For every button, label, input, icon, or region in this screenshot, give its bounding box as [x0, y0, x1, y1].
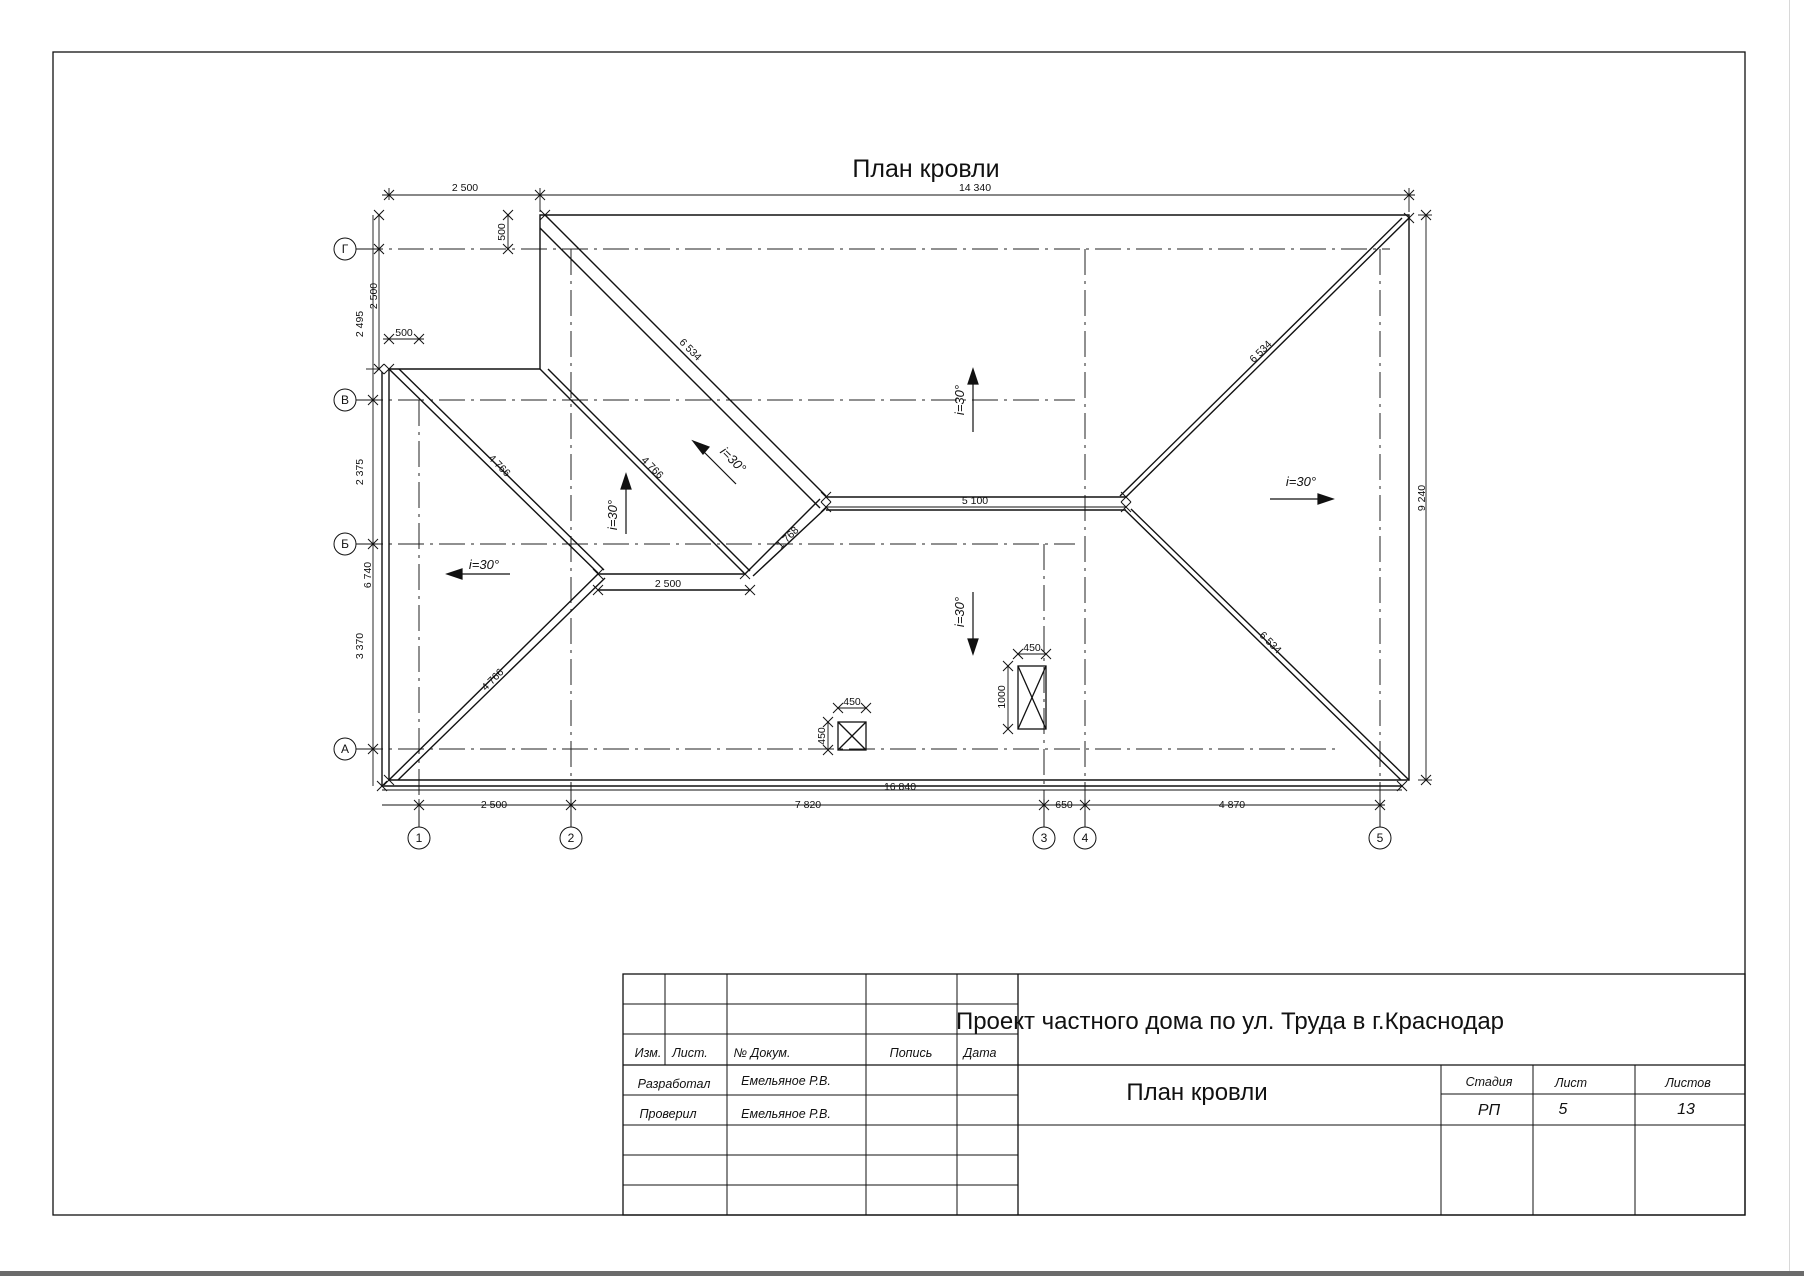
window-bottom-bar [0, 1271, 1804, 1276]
dim-left-3370: 3 370 [354, 632, 366, 660]
dim-chimney-w: 450 [843, 696, 861, 708]
len-short-valley: 1 768 [774, 524, 802, 552]
axis-label-v: В [340, 393, 350, 407]
dim-left-2375: 2 375 [354, 458, 366, 486]
dim-bottom-length: 16 840 [883, 781, 917, 793]
slope-label-valley: i=30° [605, 499, 620, 531]
dim-valley-notch: 2 500 [654, 578, 682, 590]
axis-grid [357, 249, 1390, 820]
tb-sheet-value: 5 [1558, 1101, 1568, 1118]
axis-label-2: 2 [567, 831, 575, 845]
tb-sheet-label: Лист [1554, 1076, 1588, 1090]
len-valley-1: 4 766 [485, 452, 513, 480]
tb-sheets-label: Листов [1665, 1076, 1711, 1090]
dim-overhang-500: 500 [395, 327, 413, 339]
axis-label-g: Г [341, 242, 349, 256]
tb-stage-value: РП [1477, 1102, 1501, 1119]
len-hip-br: 6 534 [1256, 629, 1284, 657]
dimension-ticks [368, 190, 1431, 810]
tb-header-list: Лист. [672, 1046, 708, 1060]
tb-checked-name: Емельяное Р.В. [741, 1107, 831, 1121]
axis-label-b: Б [341, 537, 349, 551]
tb-developed-name: Емельяное Р.В. [741, 1074, 831, 1088]
axis-label-5: 5 [1376, 831, 1384, 845]
dim-top-length: 14 340 [958, 182, 992, 194]
tb-developed-label: Разработал [637, 1077, 711, 1091]
dim-right-height: 9 240 [1416, 484, 1428, 512]
tb-header-date: Дата [963, 1046, 997, 1060]
dim-bottom-4: 4 870 [1218, 799, 1246, 811]
axis-label-1: 1 [415, 831, 423, 845]
tb-header-sign: Попись [889, 1046, 933, 1060]
dim-ridge: 5 100 [961, 495, 989, 507]
slope-labels [469, 385, 1316, 627]
hip-tl-b [540, 228, 820, 508]
dim-left-overhang: 2 500 [451, 182, 479, 194]
axis-label-3: 3 [1040, 831, 1048, 845]
slope-label-right: i=30° [1285, 474, 1317, 489]
dim-hatch-w: 450 [1023, 642, 1041, 654]
slope-arrows [447, 369, 1333, 657]
dim-left-2500: 2 500 [368, 282, 380, 310]
dim-chimney-h: 450 [816, 727, 828, 745]
roof-outline [382, 215, 1409, 786]
dim-notch-500: 500 [496, 223, 508, 241]
dim-left-2495: 2 495 [354, 310, 366, 338]
slope-label-bottom: i=30° [952, 596, 967, 628]
axis-label-4: 4 [1081, 831, 1089, 845]
dim-bottom-2: 7 820 [794, 799, 822, 811]
dim-left-total: 6 740 [362, 561, 374, 589]
dim-bottom-1: 2 500 [480, 799, 508, 811]
len-hip-bl: 4 766 [479, 666, 507, 694]
dim-bottom-3: 650 [1055, 799, 1073, 811]
hip-tl-a [545, 215, 826, 496]
slope-label-top: i=30° [952, 384, 967, 416]
dim-hatch-h: 1000 [996, 685, 1008, 709]
sheet-frame [53, 52, 1745, 1215]
len-valley-2: 4 766 [638, 454, 666, 482]
slope-label-diag: i=30° [717, 443, 750, 476]
slope-label-left: i=30° [468, 557, 500, 572]
tb-sheet-title: План кровли [1126, 1079, 1268, 1106]
roof-openings [838, 666, 1046, 750]
len-hip-tr: 6 534 [1247, 338, 1275, 366]
tb-stage-label: Стадия [1465, 1075, 1513, 1089]
axis-label-a: А [340, 742, 350, 756]
tb-project-title: Проект частного дома по ул. Труда в г.Краснодар [955, 1008, 1505, 1035]
tb-header-doc: № Докум. [733, 1046, 791, 1060]
hip-tr-a [1126, 218, 1409, 497]
tb-header-izm: Изм. [634, 1046, 662, 1060]
tb-sheets-value: 13 [1677, 1101, 1695, 1118]
axis-bubble-lines [356, 249, 1380, 827]
tb-checked-label: Проверил [639, 1107, 697, 1121]
drawing-title: План кровли [852, 155, 1000, 183]
len-hip-tl: 6 534 [676, 336, 704, 364]
hip-br-b [1125, 510, 1401, 780]
